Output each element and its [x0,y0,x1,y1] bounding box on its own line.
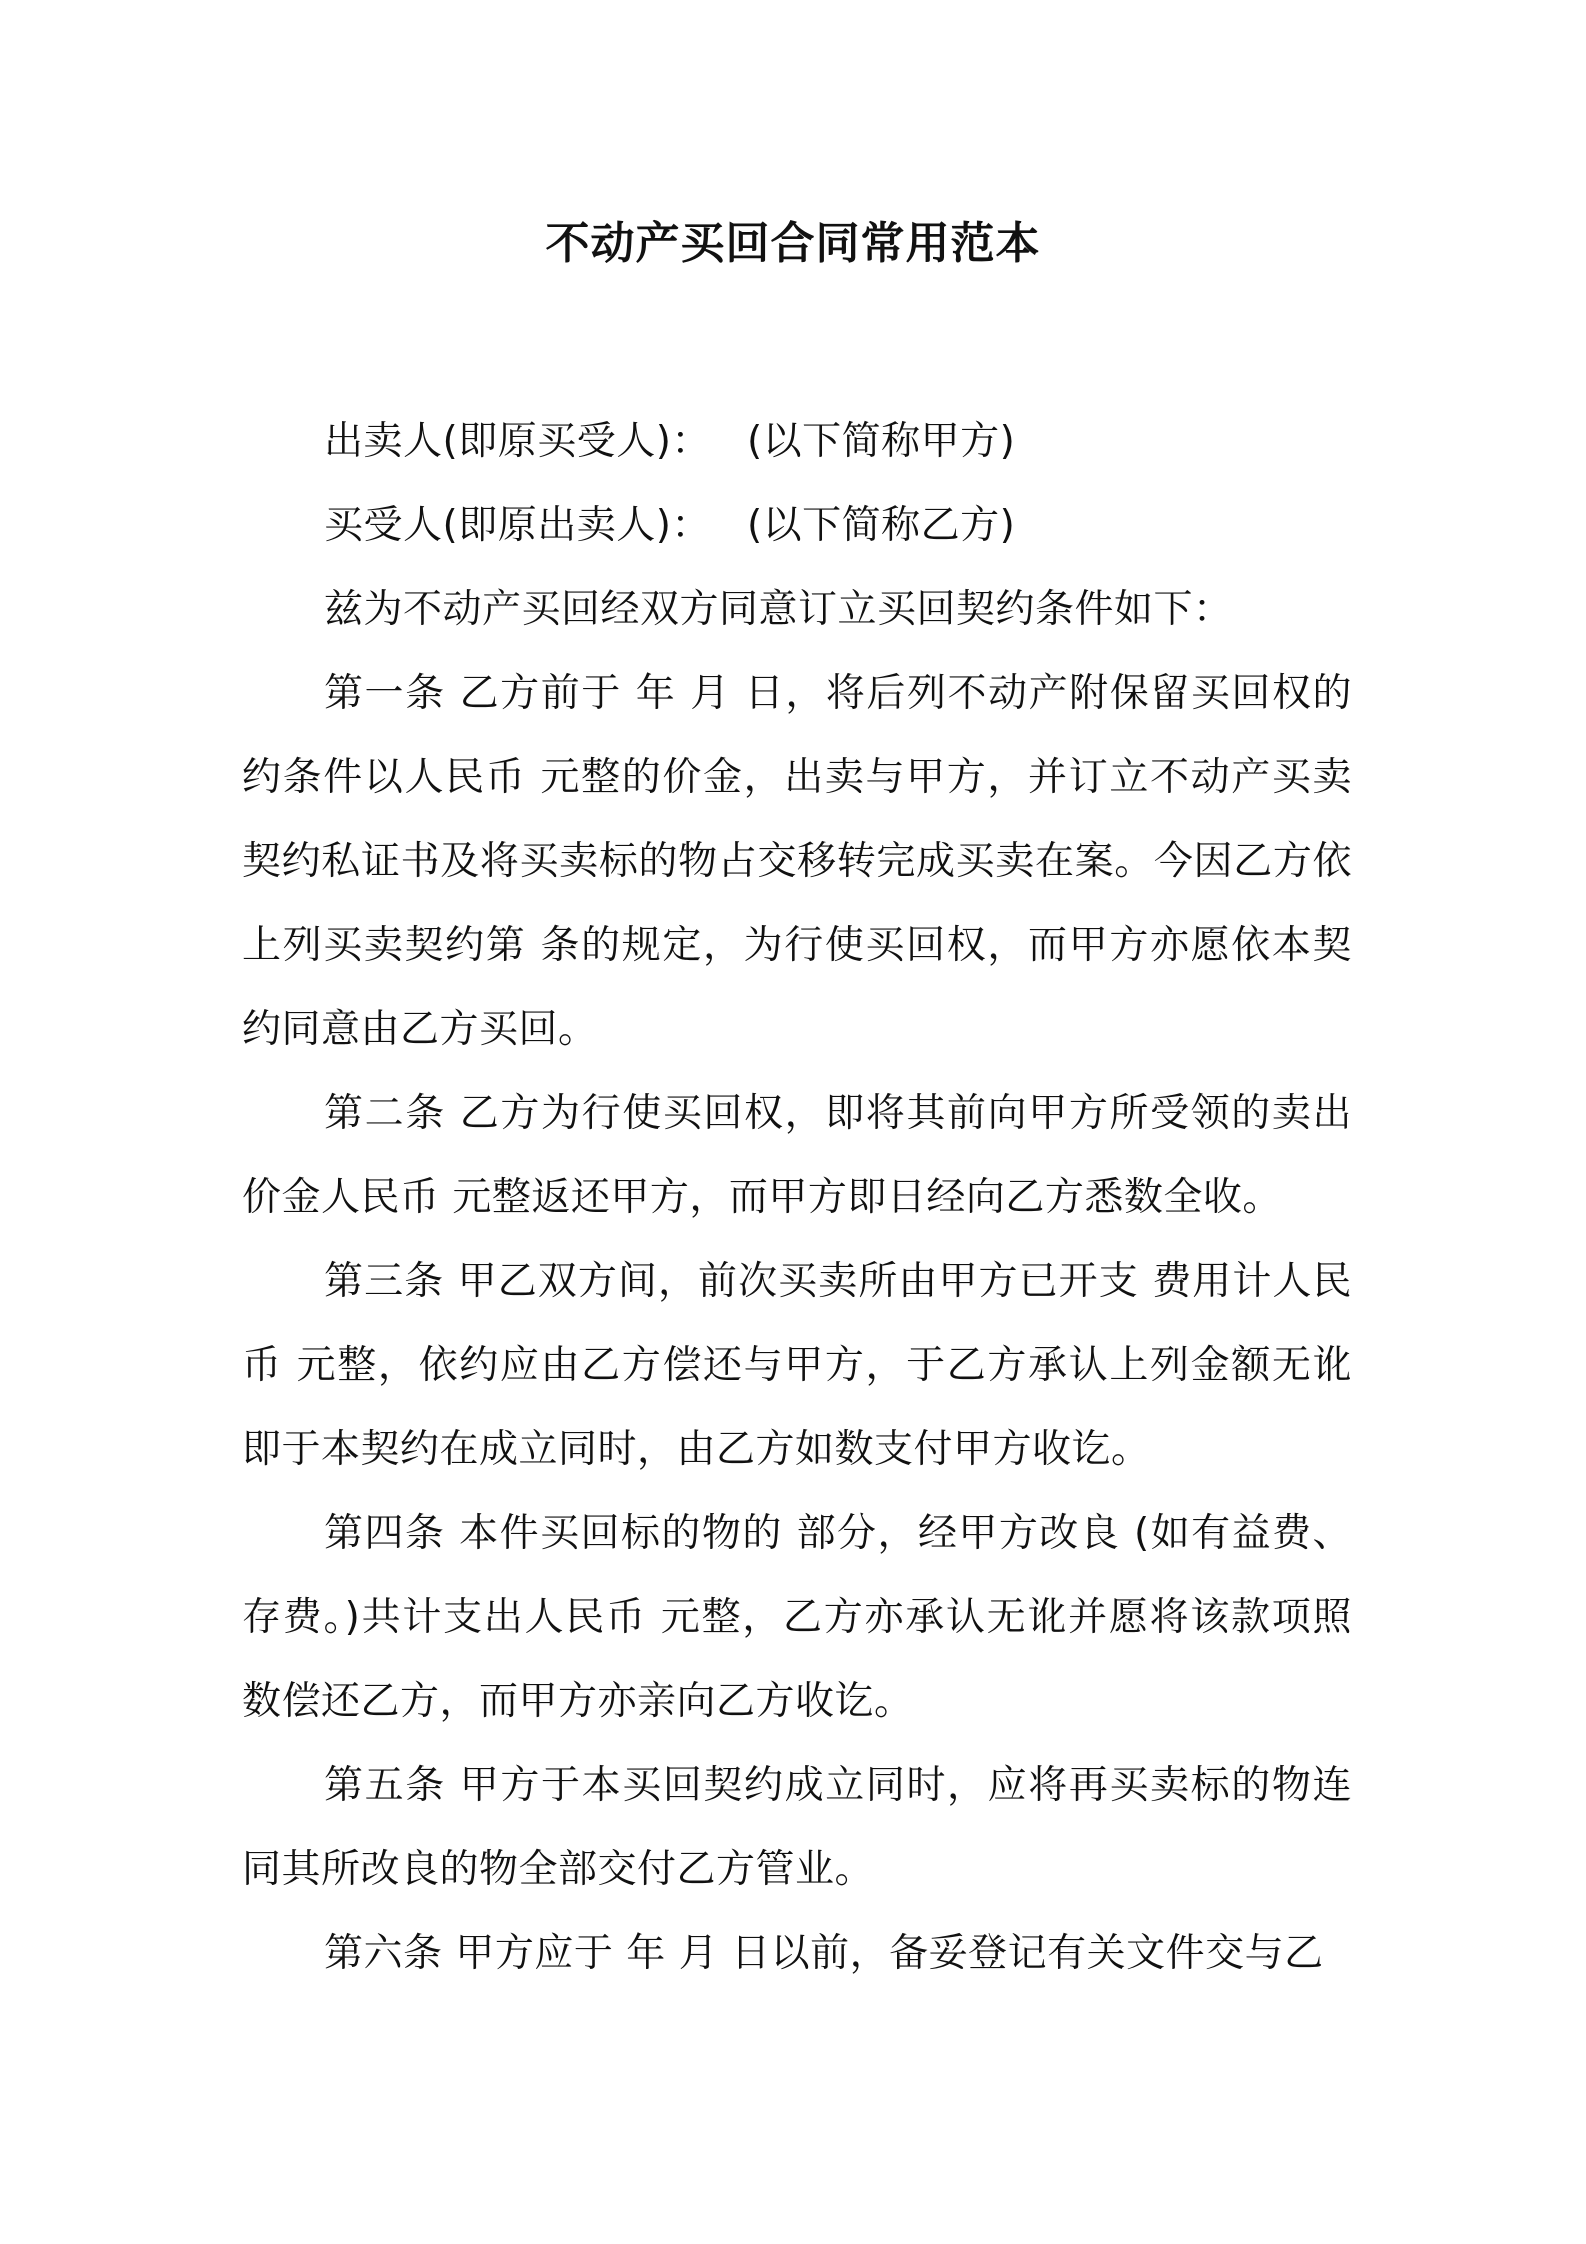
seller-label: 出卖人(即原买受人)： [324,419,711,464]
clause-6: 第六条 甲方应于 年 月 日以前，备妥登记有关文件交与乙 [324,1931,1324,1976]
seller-line [242,400,1352,484]
clause-3: 第三条 甲乙双方间，前次买卖所由甲方已开支 费用计人民币 元整，依约应由乙方偿还与甲方，于乙方承认上列金额无讹即于本契约在成立同时，由乙方如数支付甲方收讫。 [242,1259,1352,1472]
intro-paragraph: 兹为不动产买回经双方同意订立买回契约条件如下： [324,587,1233,632]
document-title: 不动产买回合同常用范本 [545,218,1041,269]
seller-note: (以下简称甲方) [746,419,1016,464]
clause-2: 第二条 乙方为行使买回权，即将其前向甲方所受领的卖出价金人民币 元整返还甲方，而甲方即日经向乙方悉数全收。 [242,1091,1352,1220]
buyer-note: (以下简称乙方) [746,503,1016,548]
document-body [242,400,1352,1996]
buyer-line [242,484,1352,568]
clause-5: 第五条 甲方于本买回契约成立同时，应将再买卖标的物连同其所改良的物全部交付乙方管业。 [242,1763,1352,1892]
clause-1: 第一条 乙方前于 年 月 日，将后列不动产附保留买回权的约条件以人民币 元整的价金，出卖与甲方，并订立不动产买卖契约私证书及将买卖标的物占交移转完成买卖在案。今因乙方依上列买卖契约第 条的规定，为行使买回权，而甲方亦愿依本契约同意由乙方买回。 [242,671,1352,1052]
buyer-label: 买受人(即原出卖人)： [324,503,711,548]
clause-4: 第四条 本件买回标的物的 部分，经甲方改良 (如有益费、存费。)共计支出人民币 元整，乙方亦承认无讹并愿将该款项照数偿还乙方，而甲方亦亲向乙方收讫。 [242,1511,1352,1724]
